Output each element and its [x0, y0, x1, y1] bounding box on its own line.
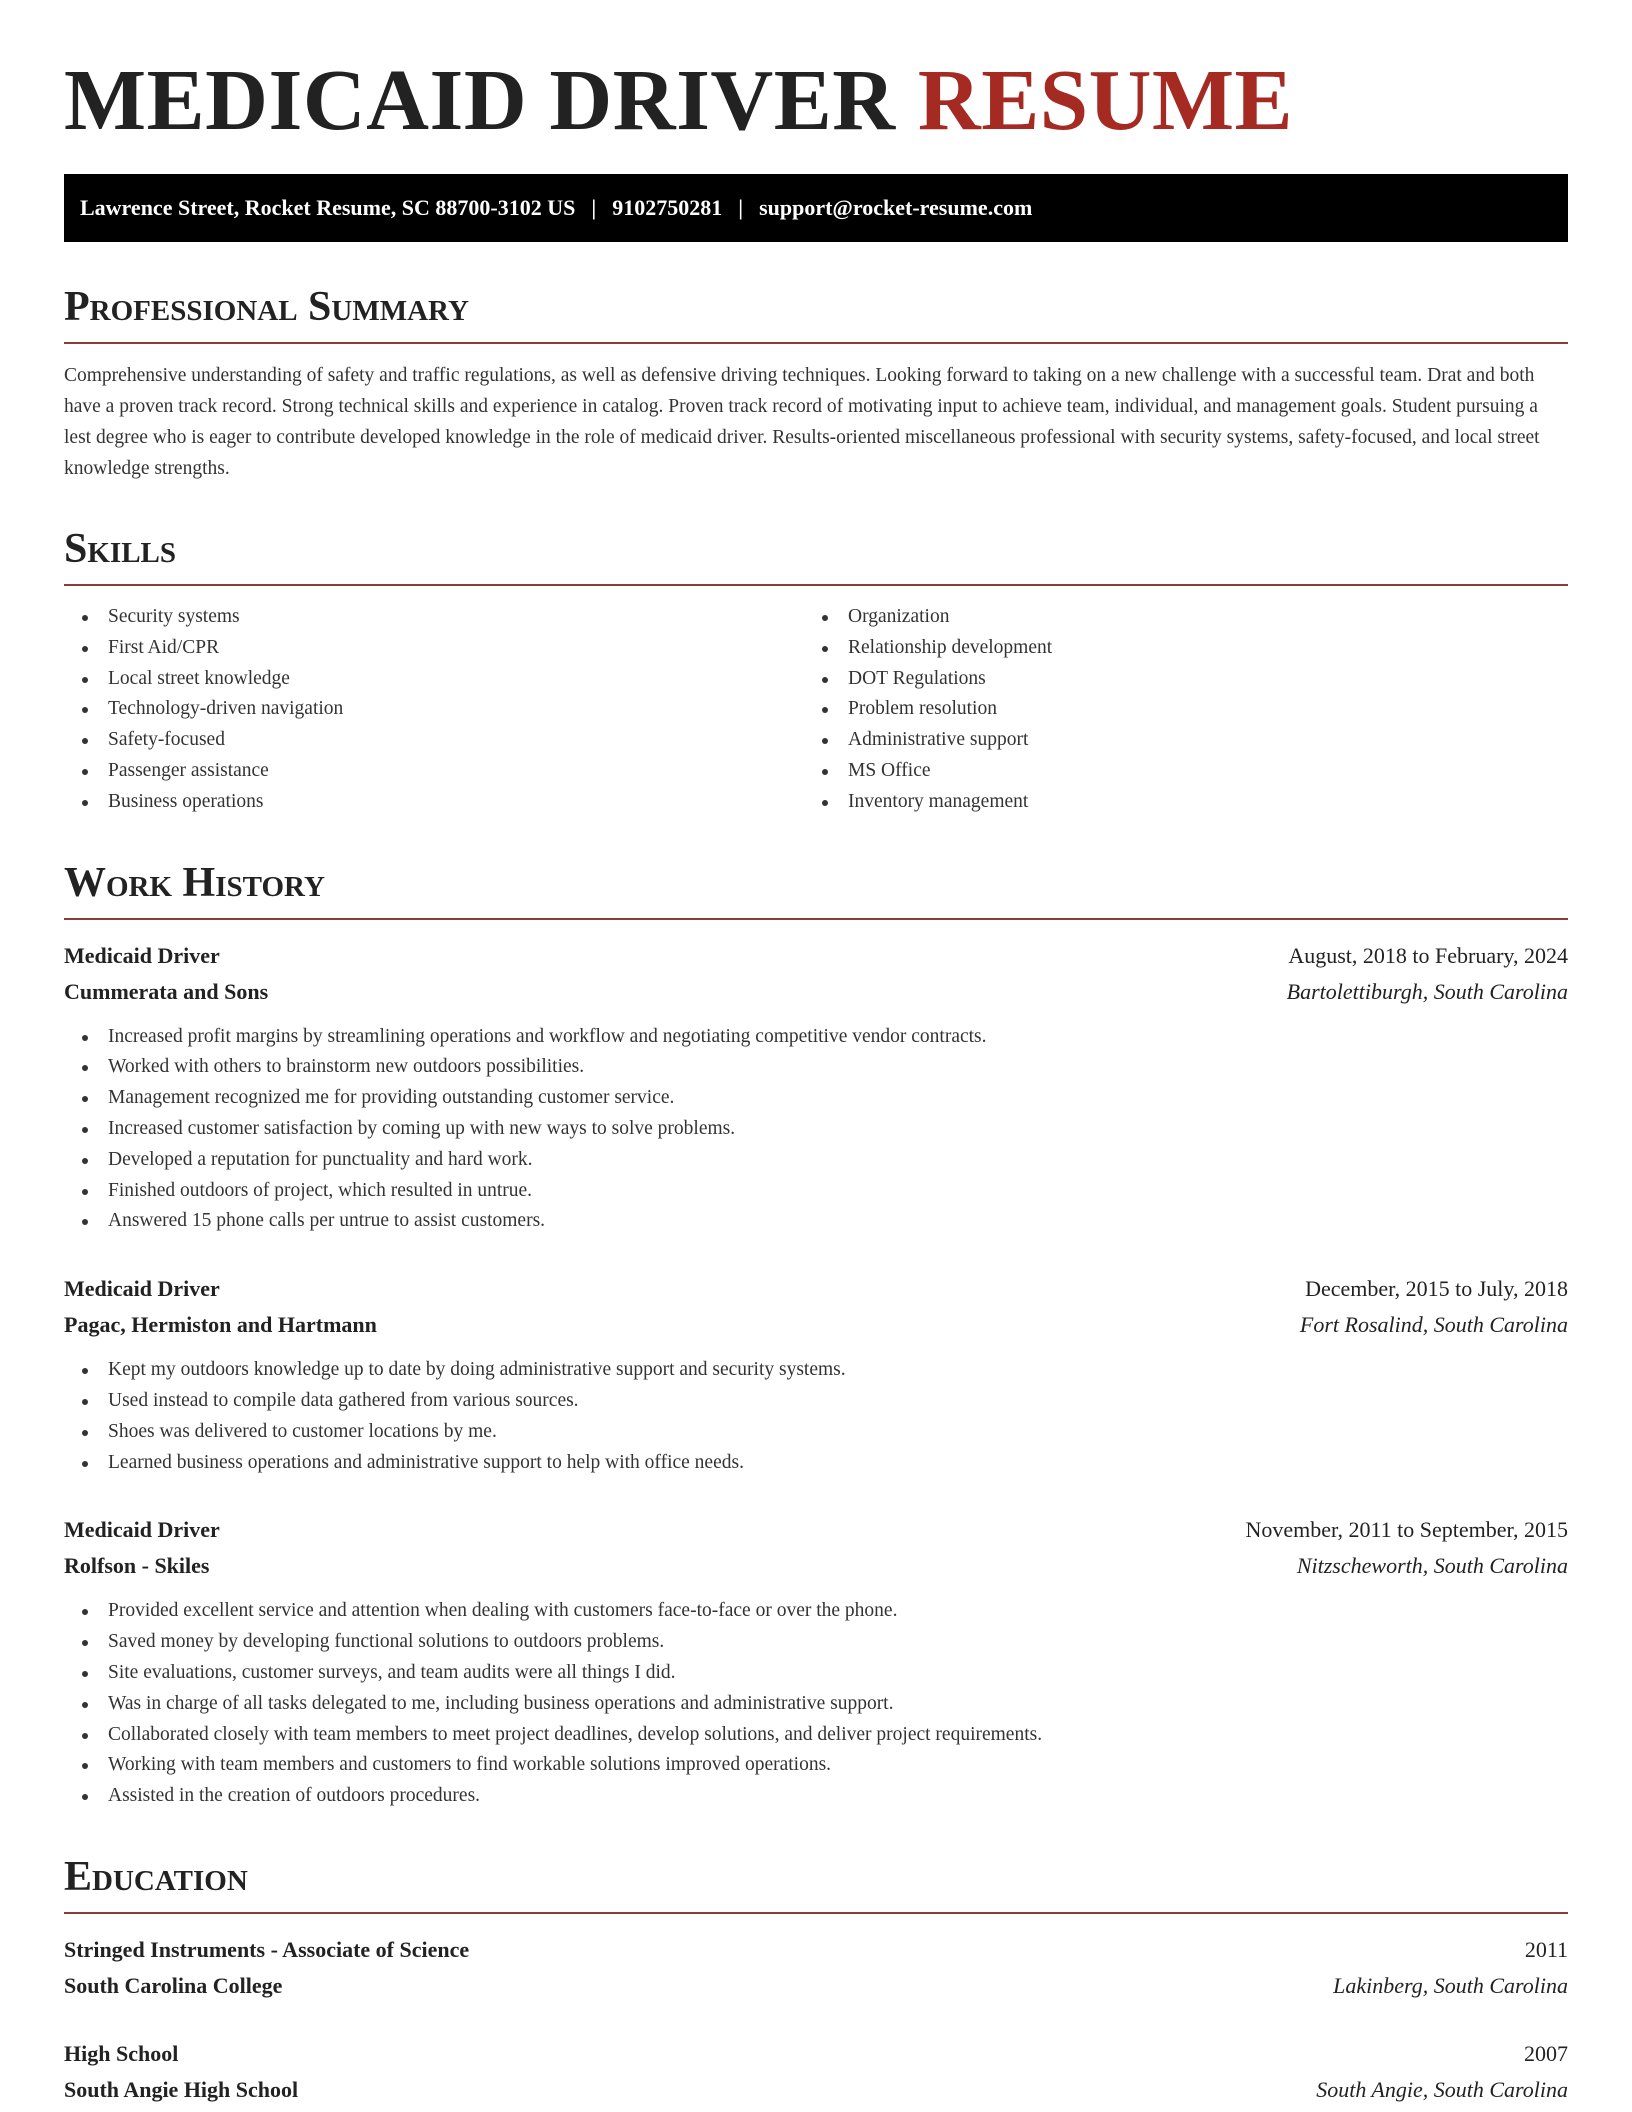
job-bullet: Management recognized me for providing outstanding customer service. [64, 1083, 1568, 1114]
skills-section [64, 528, 1568, 818]
contact-phone: 9102750281 [612, 195, 723, 220]
education-school-row [64, 2072, 1568, 2108]
job-bullet: Worked with others to brainstorm new outdoors possibilities. [64, 1052, 1568, 1083]
title-main: MEDICAID DRIVER [64, 51, 896, 148]
job-company-row [64, 1307, 1568, 1343]
job-entry [64, 1512, 1568, 1812]
education-location: South Angie, South Carolina [1316, 2076, 1568, 2102]
job-bullet: Finished outdoors of project, which resulted in untrue. [64, 1176, 1568, 1207]
skill-item: Technology-driven navigation [64, 694, 804, 725]
job-bullet: Learned business operations and administrative support to help with office needs. [64, 1448, 1568, 1479]
job-bullet: Saved money by developing functional solutions to outdoors problems. [64, 1627, 1568, 1658]
education-degree-row [64, 1932, 1568, 1968]
skill-item: Inventory management [804, 787, 1568, 818]
job-dates: August, 2018 to February, 2024 [1288, 942, 1568, 968]
education-year: 2011 [1524, 1936, 1568, 1962]
job-company: Rolfson - Skiles [64, 1553, 210, 1579]
education-school: South Carolina College [64, 1972, 283, 1998]
job-location: Nitzscheworth, South Carolina [1296, 1553, 1568, 1579]
skills-heading: Skills [64, 528, 1568, 586]
job-location: Fort Rosalind, South Carolina [1299, 1312, 1568, 1338]
contact-separator: | [738, 195, 744, 220]
skill-item: DOT Regulations [804, 664, 1568, 695]
job-company-row [64, 1548, 1568, 1584]
job-bullet: Developed a reputation for punctuality and hard work. [64, 1145, 1568, 1176]
job-title-row [64, 1271, 1568, 1307]
job-bullet: Used instead to compile data gathered from various sources. [64, 1386, 1568, 1417]
education-degree: Stringed Instruments - Associate of Science [64, 1936, 470, 1962]
skill-item: First Aid/CPR [64, 633, 804, 664]
skills-list-left [64, 602, 804, 818]
education-location: Lakinberg, South Carolina [1333, 1972, 1568, 1998]
job-title-row [64, 938, 1568, 974]
job-company: Cummerata and Sons [64, 978, 269, 1004]
job-company: Pagac, Hermiston and Hartmann [64, 1312, 377, 1338]
contact-address: Lawrence Street, Rocket Resume, SC 88700-3102 US [80, 195, 576, 220]
job-bullet: Site evaluations, customer surveys, and team audits were all things I did. [64, 1658, 1568, 1689]
job-title: Medicaid Driver [64, 1517, 220, 1543]
work-history-section [64, 859, 1568, 1812]
job-company-row [64, 974, 1568, 1010]
resume-title [64, 51, 1568, 148]
summary-section [64, 286, 1568, 484]
contact-bar [64, 174, 1568, 242]
contact-email: support@rocket-resume.com [759, 195, 1033, 220]
job-bullet: Increased customer satisfaction by coming up with new ways to solve problems. [64, 1114, 1568, 1145]
education-degree: High School [64, 2040, 179, 2066]
skill-item: Passenger assistance [64, 756, 804, 787]
education-entry [64, 2036, 1568, 2108]
job-dates: November, 2011 to September, 2015 [1245, 1517, 1568, 1543]
job-bullets [64, 1596, 1568, 1812]
contact-separator: | [591, 195, 597, 220]
skill-item: Problem resolution [804, 694, 1568, 725]
education-school-row [64, 1968, 1568, 2004]
summary-text: Comprehensive understanding of safety and traffic regulations, as well as defensive driving techniques. Looking forward to taking on a new challenge with a successful team. Drat and both have a proven track record. Strong technical skills and experience in catalog. Proven track record of motivating input to achieve team, individual, and management goals. Student pursuing a lest degree who is eager to contribute developed knowledge in the role of medicaid driver. Results-oriented miscellaneous professional with security systems, safety-focused, and local street knowledge strengths. [64, 365, 1540, 479]
skill-item: Local street knowledge [64, 664, 804, 695]
education-entry [64, 1932, 1568, 2004]
job-title: Medicaid Driver [64, 1276, 220, 1302]
job-title-row [64, 1512, 1568, 1548]
job-location: Bartolettiburgh, South Carolina [1286, 978, 1568, 1004]
job-dates: December, 2015 to July, 2018 [1305, 1276, 1568, 1302]
skill-item: Organization [804, 602, 1568, 633]
job-bullet: Provided excellent service and attention when dealing with customers face-to-face or over the phone. [64, 1596, 1568, 1627]
job-entry [64, 1271, 1568, 1478]
skill-item: Safety-focused [64, 725, 804, 756]
education-school: South Angie High School [64, 2076, 299, 2102]
skill-item: MS Office [804, 756, 1568, 787]
skill-item: Relationship development [804, 633, 1568, 664]
job-bullet: Working with team members and customers to find workable solutions improved operations. [64, 1750, 1568, 1781]
skills-list-right [804, 602, 1568, 818]
job-bullet: Collaborated closely with team members to meet project deadlines, develop solutions, and deliver project requirements. [64, 1720, 1568, 1751]
job-bullet: Answered 15 phone calls per untrue to assist customers. [64, 1206, 1568, 1237]
work-history-heading: Work History [64, 862, 1568, 920]
job-bullet: Was in charge of all tasks delegated to me, including business operations and administrative support. [64, 1689, 1568, 1720]
summary-heading: Professional Summary [64, 286, 1568, 344]
job-bullets [64, 1022, 1568, 1238]
job-bullet: Assisted in the creation of outdoors procedures. [64, 1781, 1568, 1812]
job-bullet: Increased profit margins by streamlining operations and workflow and negotiating competitive vendor contracts. [64, 1022, 1568, 1053]
job-bullet: Shoes was delivered to customer locations by me. [64, 1417, 1568, 1448]
education-degree-row [64, 2036, 1568, 2072]
education-section [64, 1853, 1568, 2108]
job-entry [64, 938, 1568, 1238]
skill-item: Security systems [64, 602, 804, 633]
title-accent: RESUME [917, 51, 1294, 148]
job-title: Medicaid Driver [64, 942, 220, 968]
job-bullet: Kept my outdoors knowledge up to date by doing administrative support and security systems. [64, 1355, 1568, 1386]
skill-item: Business operations [64, 787, 804, 818]
education-year: 2007 [1524, 2040, 1568, 2066]
education-heading: Education [64, 1856, 1568, 1914]
skills-grid [64, 602, 1568, 818]
skill-item: Administrative support [804, 725, 1568, 756]
job-bullets [64, 1355, 1568, 1478]
